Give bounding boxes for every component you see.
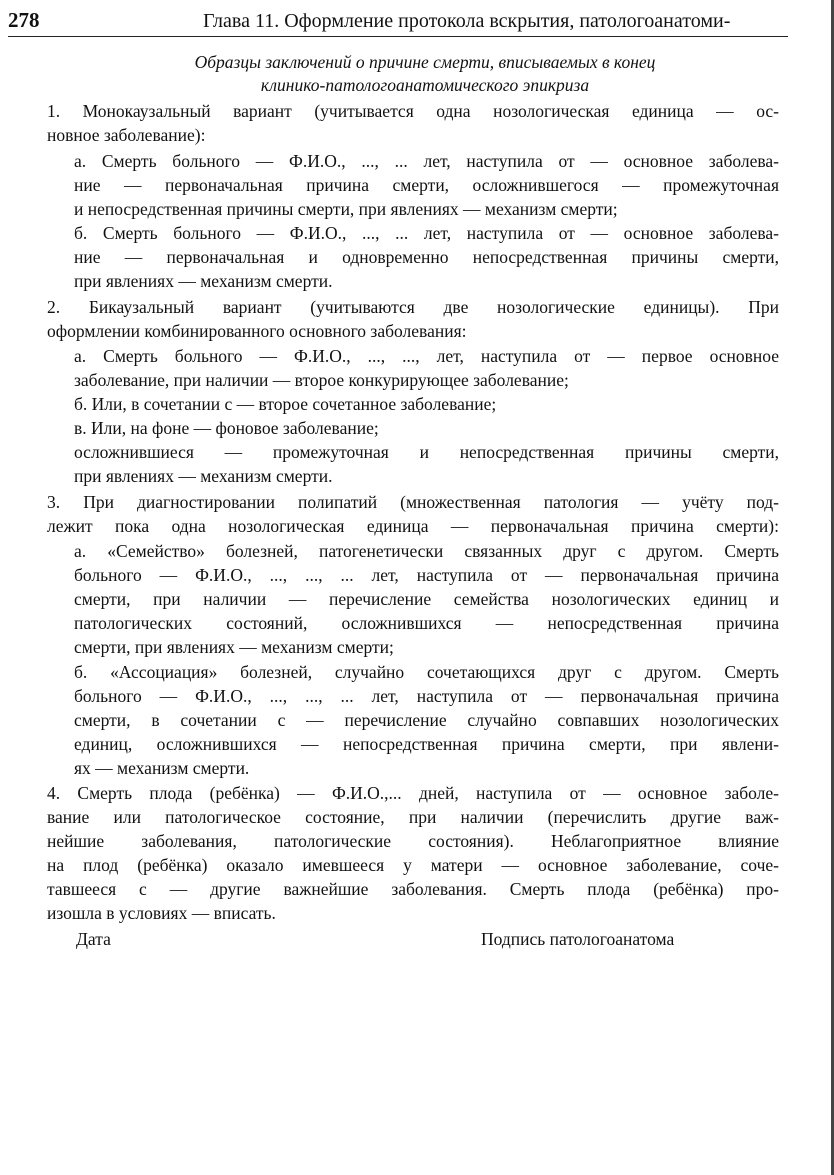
- text-line: изошла в условиях — вписать.: [47, 903, 276, 923]
- text-line: и непосредственная причины смерти, при явлениях — механизм смерти;: [74, 199, 618, 219]
- text-line: при явлениях — механизм смерти.: [74, 271, 333, 291]
- text-line: 2. Бикаузальный вариант (учитываются две нозологические единицы). При: [47, 297, 779, 317]
- running-head: Глава 11. Оформление протокола вскрытия, патологоанатоми-: [203, 10, 731, 32]
- text-line: смерти, при наличии — перечисление семейства нозологических единиц и: [74, 589, 779, 609]
- text-line: б. Смерть больного — Ф.И.О., ..., ... лет, наступила от — основное заболева-: [74, 223, 779, 243]
- text-line: при явлениях — механизм смерти.: [74, 466, 333, 486]
- text-line: единиц, осложнившихся — непосредственная причина смерти, при явлени-: [74, 734, 779, 754]
- text-line: ях — механизм смерти.: [74, 758, 250, 778]
- text-line: нейшие заболевания, патологические состояния). Неблагоприятное влияние: [47, 831, 779, 851]
- text-line: 1. Монокаузальный вариант (учитывается одна нозологическая единица — ос-: [47, 101, 779, 121]
- text-line: осложнившиеся — промежуточная и непосредственная причины смерти,: [74, 442, 779, 462]
- text-line: б. «Ассоциация» болезней, случайно сочетающихся друг с другом. Смерть: [74, 662, 779, 682]
- subtitle-line-2: клинико-патологоанатомического эпикриза: [260, 75, 590, 95]
- text-line: а. Смерть больного — Ф.И.О., ..., ..., лет, наступила от — первое основное: [74, 346, 779, 366]
- text-line: лежит пока одна нозологическая единица — первоначальная причина смерти):: [47, 516, 779, 536]
- text-line: 4. Смерть плода (ребёнка) — Ф.И.О.,... дней, наступила от — основное заболе-: [47, 783, 779, 803]
- text-line: патологических состояний, осложнившихся — непосредственная причина: [74, 613, 779, 633]
- page-number: 278: [8, 8, 40, 32]
- text-line: а. Смерть больного — Ф.И.О., ..., ... лет, наступила от — основное заболева-: [74, 151, 779, 171]
- text-line: ние — первоначальная и одновременно непосредственная причины смерти,: [74, 247, 779, 267]
- text-line: смерти, при явлениях — механизм смерти;: [74, 637, 394, 657]
- page-header: [8, 6, 788, 37]
- text-line: оформлении комбинированного основного заболевания:: [47, 321, 467, 341]
- text-line: тавшееся с — другие важнейшие заболевания. Смерть плода (ребёнка) про-: [47, 879, 779, 899]
- text-line: б. Или, в сочетании с — второе сочетанное заболевание;: [74, 394, 497, 414]
- signature-label: Подпись патологоанатома: [481, 929, 675, 949]
- section-subtitle: [70, 51, 780, 97]
- text-line: ние — первоначальная причина смерти, осложнившегося — промежуточная: [74, 175, 779, 195]
- text-line: на плод (ребёнка) оказало имевшееся у матери — основное заболевание, соче-: [47, 855, 779, 875]
- text-line: а. «Семейство» болезней, патогенетически связанных друг с другом. Смерть: [74, 541, 779, 561]
- text-line: в. Или, на фоне — фоновое заболевание;: [74, 418, 379, 438]
- text-line: вание или патологическое состояние, при наличии (перечислить другие важ-: [47, 807, 779, 827]
- text-line: заболевание, при наличии — второе конкурирующее заболевание;: [74, 370, 569, 390]
- text-line: больного — Ф.И.О., ..., ..., ... лет, наступила от — первоначальная причина: [74, 686, 779, 706]
- subtitle-line-1: Образцы заключений о причине смерти, вписываемых в конец: [194, 52, 656, 72]
- text-line: новное заболевание):: [47, 125, 206, 145]
- text-line: 3. При диагностировании полипатий (множественная патология — учёту под-: [47, 492, 779, 512]
- date-label: Дата: [76, 929, 111, 949]
- text-line: смерти, в сочетании с — перечисление случайно совпавших нозологических: [74, 710, 779, 730]
- text-line: больного — Ф.И.О., ..., ..., ... лет, наступила от — первоначальная причина: [74, 565, 779, 585]
